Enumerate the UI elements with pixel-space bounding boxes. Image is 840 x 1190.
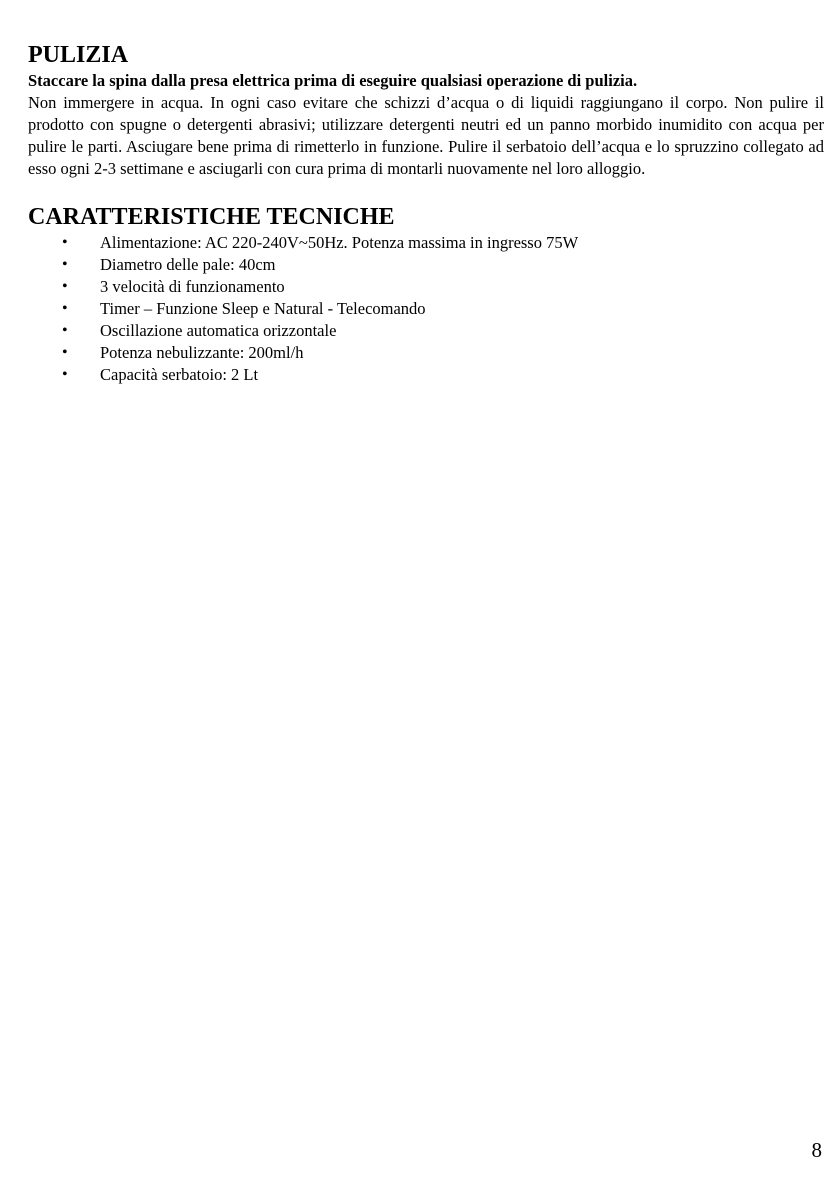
specs-list-item (28, 364, 824, 386)
bullet-icon: • (62, 366, 68, 383)
specs-list-item (28, 232, 824, 254)
specs-item-text: Diametro delle pale: 40cm (100, 255, 276, 274)
specs-item-text: Capacità serbatoio: 2 Lt (100, 365, 259, 384)
bullet-icon: • (62, 300, 68, 317)
cleaning-paragraph: Non immergere in acqua. In ogni caso evitare che schizzi d’acqua o di liquidi raggiungano il corpo. Non pulire il prodotto con spugne o detergenti abrasivi; utilizzare detergenti neutri ed un panno morbido inumidito con acqua per pulire le parti. Asciugare bene prima di rimetterlo in funzione. Pulire il serbatoio dell’acqua e lo spruzzino collegato ad esso ogni 2-3 settimane e asciugarli con cura prima di montarli nuovamente nel loro alloggio. (28, 93, 824, 178)
specs-item-text: Alimentazione: AC 220-240V~50Hz. Potenza massima in ingresso 75W (100, 233, 579, 252)
specs-list-item (28, 342, 824, 364)
cleaning-heading: PULIZIA (28, 42, 129, 68)
specs-item-text: 3 velocità di funzionamento (100, 277, 285, 296)
bullet-icon: • (62, 344, 68, 361)
cleaning-section (28, 40, 824, 180)
specs-item-text: Oscillazione automatica orizzontale (100, 321, 337, 340)
specs-item-text: Timer – Funzione Sleep e Natural - Telecomando (100, 299, 426, 318)
document-page (28, 40, 824, 386)
specs-heading: CARATTERISTICHE TECNICHE (28, 204, 395, 230)
specs-list (28, 232, 824, 386)
specs-list-item (28, 276, 824, 298)
specs-list-item (28, 254, 824, 276)
cleaning-warning: Staccare la spina dalla presa elettrica prima di eseguire qualsiasi operazione di pulizia. (28, 71, 638, 90)
bullet-icon: • (62, 256, 68, 273)
specs-item-text: Potenza nebulizzante: 200ml/h (100, 343, 304, 362)
page-number: 8 (811, 1138, 822, 1162)
specs-list-item (28, 298, 824, 320)
specs-list-item (28, 320, 824, 342)
bullet-icon: • (62, 322, 68, 339)
bullet-icon: • (62, 278, 68, 295)
specs-section (28, 202, 824, 386)
bullet-icon: • (62, 234, 68, 251)
